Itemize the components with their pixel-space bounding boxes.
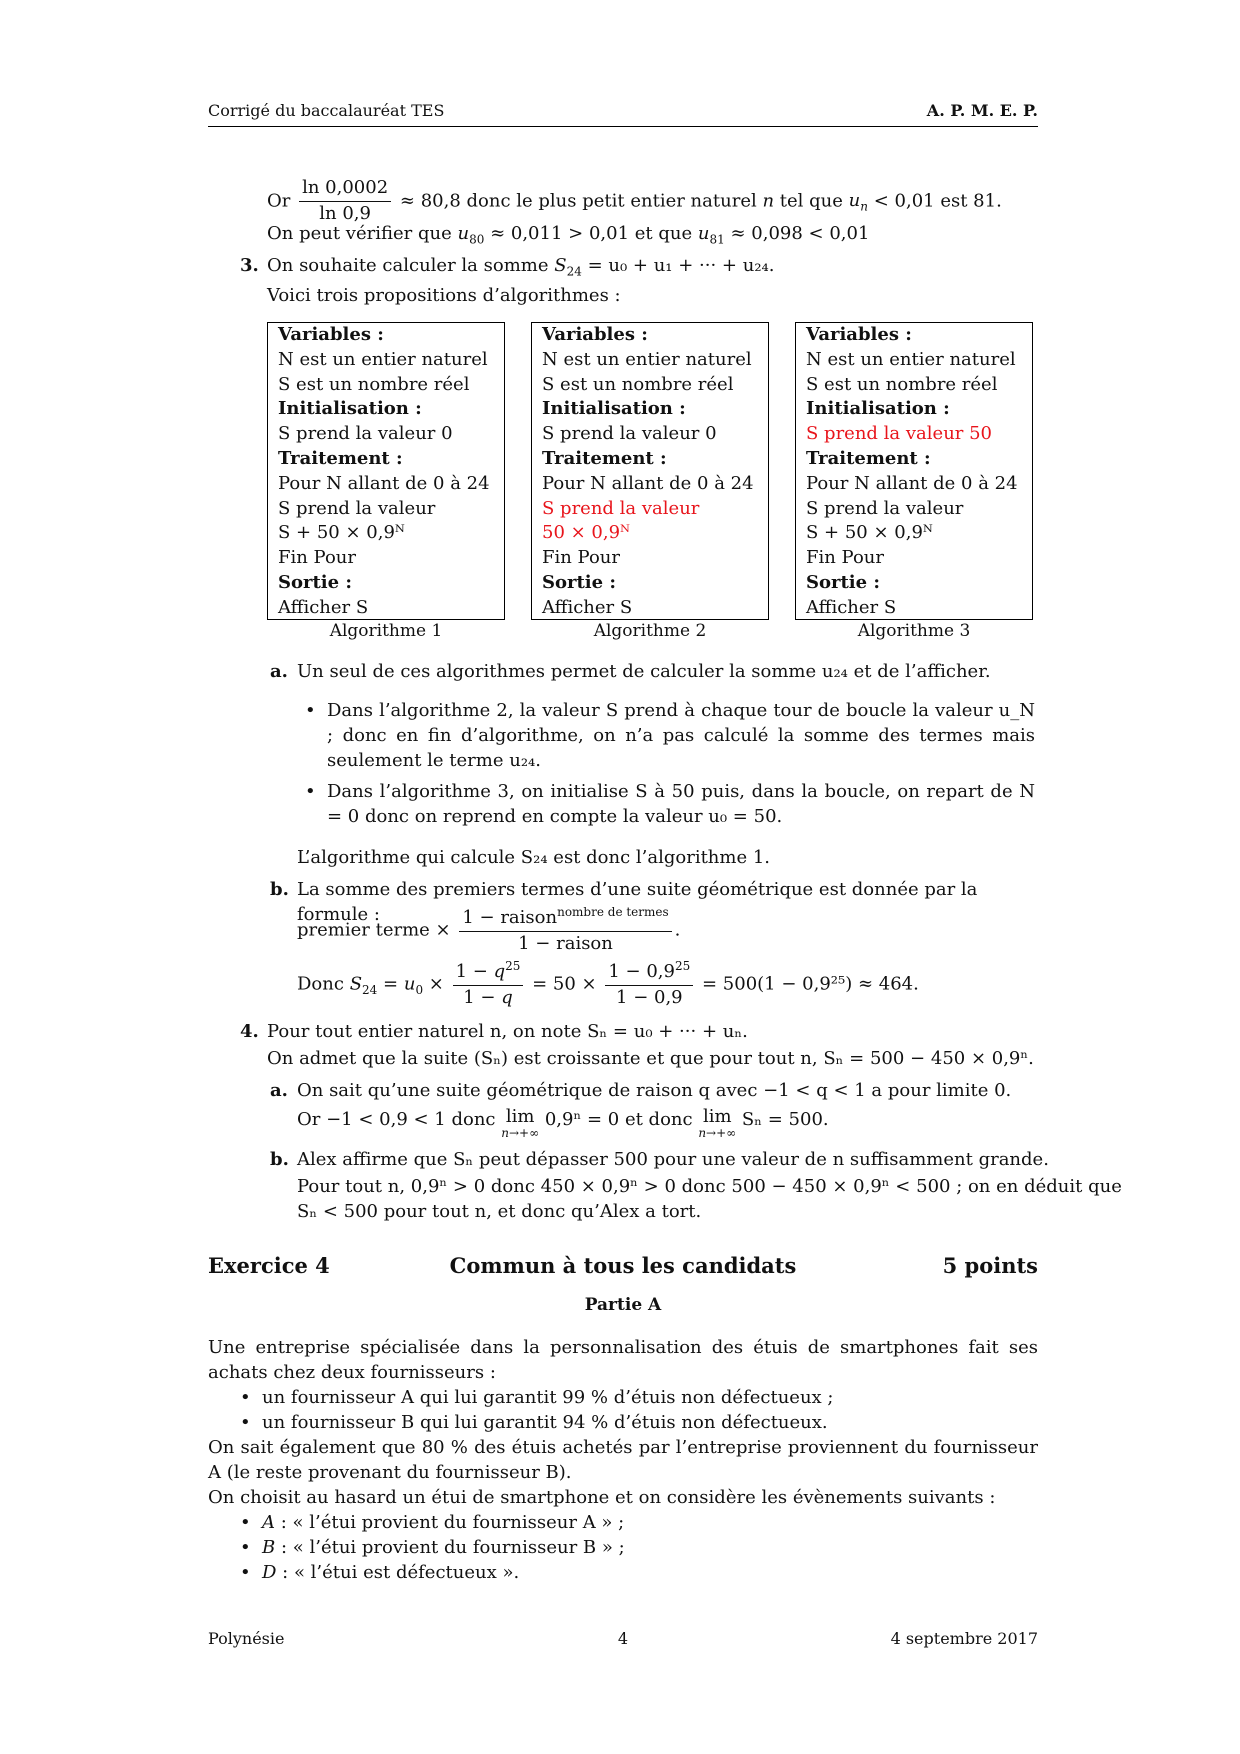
q3a-text: Un seul de ces algorithmes permet de calculer la somme u₂₄ et de l’afficher. <box>297 661 991 682</box>
q3-props: Voici trois propositions d’algorithmes : <box>267 285 621 306</box>
algorithm-1-box: Variables : N est un entier naturel S est un nombre réel Initialisation : S prend la valeur 0 Traitement : Pour N allant de 0 à 24 S prend la valeur S + 50 × 0,9ᴺ Fin Pour Sortie : Afficher S <box>267 322 505 620</box>
q3a-label: a. <box>270 661 288 682</box>
list-item: • un fournisseur A qui lui garantit 99 % d’étuis non défectueux ; <box>240 1385 1038 1410</box>
algorithm-3-box: Variables : N est un entier naturel S est un nombre réel Initialisation : S prend la valeur 50 Traitement : Pour N allant de 0 à 24 S prend la valeur S + 50 × 0,9ᴺ Fin Pour Sortie : Afficher S <box>795 322 1033 620</box>
part-title: Partie A <box>584 1295 662 1315</box>
q4b-line1: Alex affirme que Sₙ peut dépasser 500 pour une valeur de n suffisamment grande. <box>297 1149 1049 1170</box>
q2-verification: On peut vérifier que $u_{80} \approx 0,011 > 0,01$ et que $u_{81} \approx 0,098 < 0,01$ <box>267 223 870 247</box>
q3a-conclusion: L’algorithme qui calcule S₂₄ est donc l’algorithme 1. <box>297 847 771 868</box>
exercise-title: Exercice 4 <box>208 1253 330 1278</box>
page-number: 4 <box>617 1629 629 1648</box>
algorithm-2-box: Variables : N est un entier naturel S est un nombre réel Initialisation : S prend la valeur 0 Traitement : Pour N allant de 0 à 24 S prend la valeur 50 × 0,9ᴺ Fin Pour Sortie : Afficher S <box>531 322 769 620</box>
algorithm-1-caption: Algorithme 1 <box>329 621 443 641</box>
header-title: Corrigé du baccalauréat TES <box>208 101 445 120</box>
q3-intro: On souhaite calculer la somme $S_{24} = u_0 + u_1$ + ··· + u₂₄. <box>267 255 775 279</box>
footer-location: Polynésie <box>208 1629 285 1648</box>
q3b-formula: premier terme × $\frac{1 - raison^{nombre de termes}}{\text{1 − raison}}$ . <box>297 905 681 954</box>
exercise-points: 5 points <box>942 1253 1038 1278</box>
list-item: • Dans l’algorithme 2, la valeur S prend à chaque tour de boucle la valeur u_N ; donc en fin d’algorithme, on n’a pas calculé la somme des termes mais seulement le terme u₂₄. <box>305 698 1035 773</box>
q4b-line2: Pour tout n, 0,9ⁿ > 0 donc 450 × 0,9ⁿ > 0 donc 500 − 450 × 0,9ⁿ < 500 ; on en déduit que <box>297 1176 1122 1197</box>
exercise-4-body <box>208 1335 1038 1585</box>
q4-line1: Pour tout entier naturel n, on note Sₙ = u₀ + ··· + uₙ. <box>267 1021 748 1042</box>
q4a-label: a. <box>270 1080 288 1101</box>
events-list <box>208 1510 1038 1585</box>
paragraph-2: On sait également que 80 % des étuis achetés par l’entreprise proviennent du fournisseur A (le reste provenant du fournisseur B). <box>208 1437 1038 1483</box>
q2-conclusion: Or $\frac{\ln 0,0002}{\ln 0,9}$ ≈ 80,8 donc le plus petit entier naturel n tel que $u_n < 0,01$ est 81. <box>267 176 1047 227</box>
q3b-label: b. <box>270 879 289 900</box>
list-item: • un fournisseur B qui lui garantit 94 % d’étuis non défectueux. <box>240 1410 1038 1435</box>
q4b-line3: Sₙ < 500 pour tout n, et donc qu’Alex a tort. <box>297 1201 702 1222</box>
q3b-calculation: Donc $S_{24} = u_0$ × $\frac{1 - q^{25}}{1 - q}$ = 50 × $\frac{1 - 0,9^{25}}{1 - 0,9}$ = 500(1 − 0,9²⁵) ≈ 464. <box>297 959 919 1008</box>
list-item: • Dans l’algorithme 3, on initialise S à 50 puis, dans la boucle, on repart de N = 0 donc on reprend en compte la valeur u₀ = 50. <box>305 779 1035 829</box>
ln-fraction: $\frac{\ln 0,0002}{\ln 0,9}$ <box>299 176 391 227</box>
supplier-list <box>208 1385 1038 1435</box>
q3b-text: La somme des premiers termes d’une suite géométrique est donnée par la formule : <box>297 879 978 925</box>
q4-number: 4. <box>240 1021 259 1042</box>
footer-date: 4 septembre 2017 <box>890 1629 1038 1648</box>
list-item: • D : « l’étui est défectueux ». <box>240 1560 1038 1585</box>
q4a-line1: On sait qu’une suite géométrique de raison q avec −1 < q < 1 a pour limite 0. <box>297 1080 1012 1101</box>
list-item: • A : « l’étui provient du fournisseur A » ; <box>240 1510 1038 1535</box>
intro-paragraph: Une entreprise spécialisée dans la personnalisation des étuis de smartphones fait ses achats chez deux fournisseurs : <box>208 1337 1038 1383</box>
exercise-subtitle: Commun à tous les candidats <box>449 1253 797 1278</box>
q4a-line2: Or −1 < 0,9 < 1 donc lim n→+∞ 0,9ⁿ = 0 et donc lim n→+∞ Sₙ = 500. <box>297 1106 829 1140</box>
paragraph-3: On choisit au hasard un étui de smartphone et on considère les évènements suivants : <box>208 1487 996 1508</box>
header-org: A. P. M. E. P. <box>926 101 1038 120</box>
q4-line2: On admet que la suite (Sₙ) est croissante et que pour tout n, Sₙ = 500 − 450 × 0,9ⁿ. <box>267 1048 1034 1069</box>
algorithm-2-caption: Algorithme 2 <box>593 621 707 641</box>
q3a-bullets <box>305 698 1035 829</box>
q4b-label: b. <box>270 1149 289 1170</box>
q3-number: 3. <box>240 255 259 276</box>
page-header <box>208 100 1038 127</box>
algorithm-3-caption: Algorithme 3 <box>857 621 971 641</box>
list-item: • B : « l’étui provient du fournisseur B » ; <box>240 1535 1038 1560</box>
